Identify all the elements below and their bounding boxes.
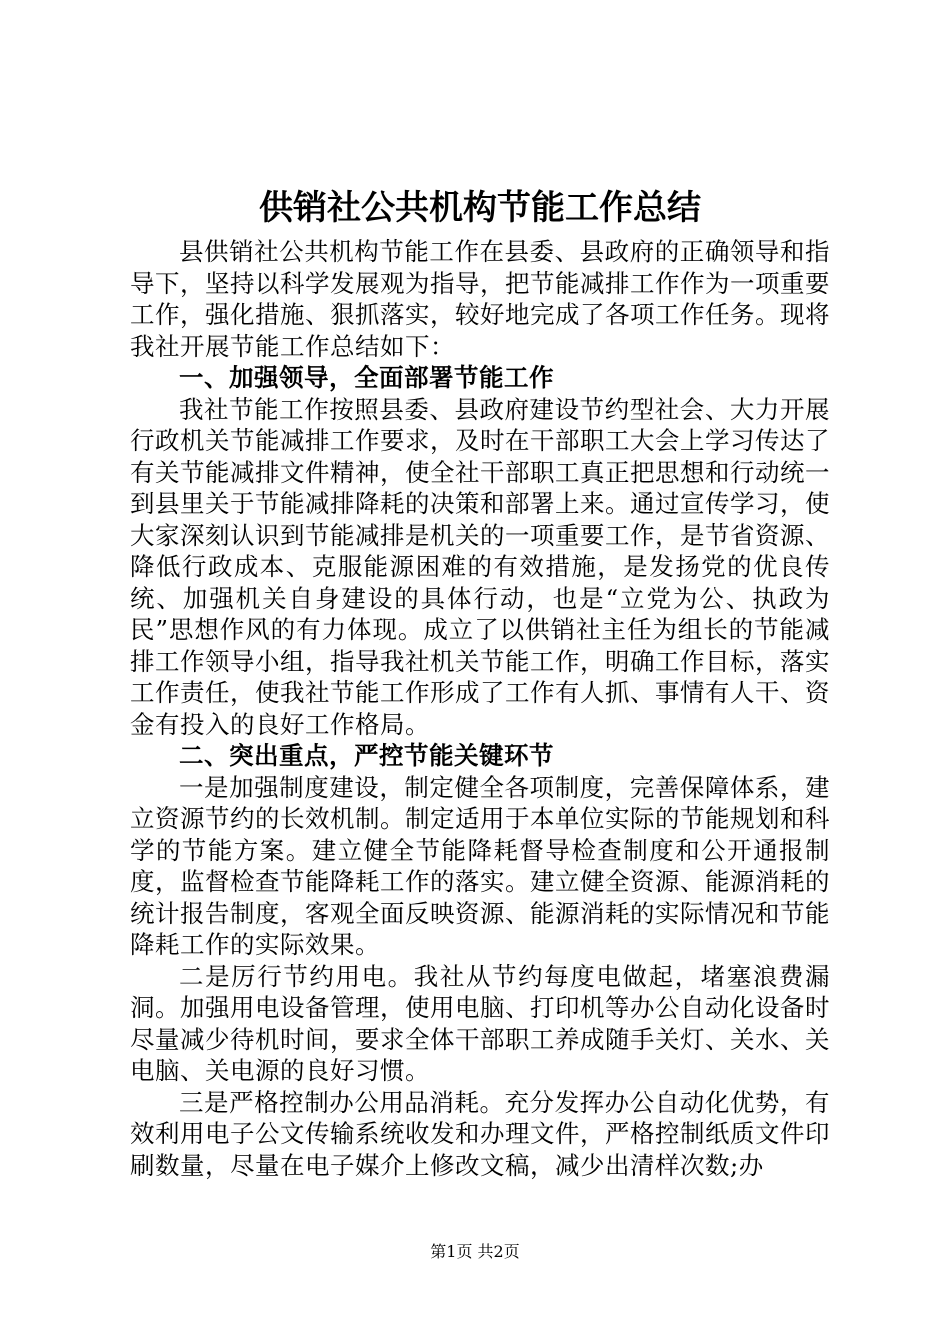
document-body — [130, 236, 830, 1181]
paragraph: 我社节能工作按照县委、县政府建设节约型社会、大力开展行政机关节能减排工作要求，及时在干部职工大会上学习传达了有关节能减排文件精神，使全社干部职工真正把思想和行动统一到县里关于节能减排降耗的决策和部署上来。通过宣传学习，使大家深刻认识到节能减排是机关的一项重要工作，是节省资源、降低行政成本、克服能源困难的有效措施，是发扬党的优良传统、加强机关自身建设的具体行动，也是“立党为公、执政为民”思想作风的有力体现。成立了以供销社主任为组长的节能减排工作领导小组，指导我社机关节能工作，明确工作目标，落实工作责任，使我社节能工作形成了工作有人抓、事情有人干、资金有投入的良好工作格局。 — [130, 394, 830, 739]
document-page — [130, 180, 830, 1181]
document-title: 供销社公共机构节能工作总结 — [259, 188, 701, 228]
paragraph: 县供销社公共机构节能工作在县委、县政府的正确领导和指导下，坚持以科学发展观为指导，把节能减排工作作为一项重要工作，强化措施、狠抓落实，较好地完成了各项工作任务。现将我社开展节能工作总结如下： — [130, 237, 830, 361]
page-footer: 第1页 共2页 — [430, 1242, 520, 1261]
section-heading: 二、突出重点，严控节能关键环节 — [179, 741, 554, 770]
paragraph: 二是厉行节约用电。我社从节约每度电做起，堵塞浪费漏洞。加强用电设备管理，使用电脑、打印机等办公自动化设备时尽量减少待机时间，要求全体干部职工养成随手关灯、关水、关电脑、关电源的良好习惯。 — [130, 961, 830, 1085]
section-heading: 一、加强领导，全面部署节能工作 — [179, 363, 554, 392]
paragraph: 三是严格控制办公用品消耗。充分发挥办公自动化优势，有效利用电子公文传输系统收发和办理文件，严格控制纸质文件印刷数量，尽量在电子媒介上修改文稿，减少出清样次数;办 — [130, 1087, 830, 1180]
paragraph: 一是加强制度建设，制定健全各项制度，完善保障体系，建立资源节约的长效机制。制定适用于本单位实际的节能规划和科学的节能方案。建立健全节能降耗督导检查制度和公开通报制度，监督检查节能降耗工作的落实。建立健全资源、能源消耗的统计报告制度，客观全面反映资源、能源消耗的实际情况和节能降耗工作的实际效果。 — [130, 772, 830, 959]
